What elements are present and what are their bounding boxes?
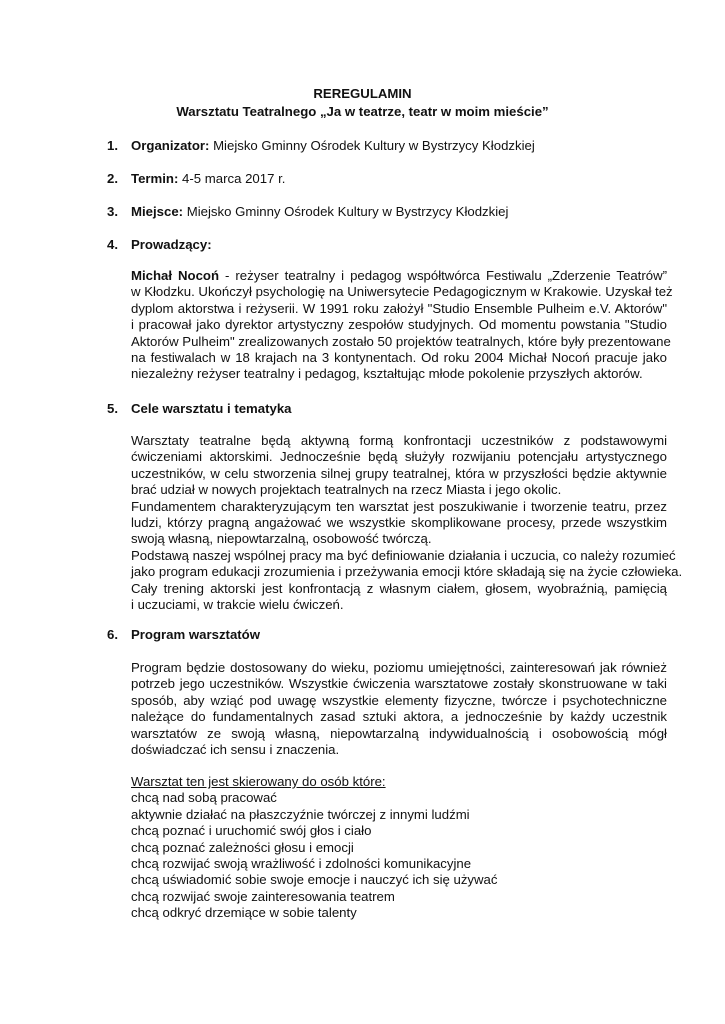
- paragraph-line: ludzi, którzy pragną angażować we wszystkie skomplikowane procesy, przede wszystkim: [131, 514, 667, 530]
- title-block: [0, 85, 725, 121]
- paragraph-line: uczestników, w celu stworzenia silnej grupy teatralnej, która w przyszłości będzie aktywnie: [131, 465, 667, 481]
- paragraph-line: sposób, aby wziąć pod uwagę wszystkie elementy fizyczne, twórcze i psychotechniczne: [131, 692, 667, 708]
- section-label: Program warsztatów: [131, 627, 260, 642]
- list-item: chcą rozwijać swoją wrażliwość i zdolności komunikacyjne: [131, 855, 472, 871]
- section-label: Organizator:: [131, 138, 210, 153]
- paragraph-line: ćwiczeniami aktorskimi. Jednocześnie będą służyły rozwijaniu potencjału artystycznego: [131, 449, 667, 465]
- section-heading: [131, 627, 260, 643]
- section-heading: [131, 237, 212, 253]
- prowadzacy-paragraph: [131, 268, 673, 383]
- list-item: chcą uświadomić sobie swoje emocje i nauczyć ich się używać: [131, 872, 498, 888]
- cele-paragraph: [131, 433, 683, 613]
- list-item: chcą poznać zależności głosu i emocji: [131, 839, 354, 855]
- section-label: Prowadzący:: [131, 237, 212, 252]
- section-number: 4.: [107, 237, 118, 252]
- paragraph-line: swoją własną, niepowtarzalną, osobowość twórczą.: [131, 531, 432, 547]
- program-paragraph: [131, 660, 667, 758]
- section-heading: [131, 401, 292, 417]
- paragraph-line: Podstawą naszej wspólnej pracy ma być definiowanie działania i uczucia, co należy rozumieć: [131, 547, 676, 563]
- paragraph-line: w Kłodzku. Ukończył psychologię na Uniwersytecie Pedagogicznym w Krakowie. Uzyskał też: [131, 284, 673, 300]
- section-number: 5.: [107, 401, 118, 416]
- list-item: chcą poznać i uruchomić swój głos i ciało: [131, 823, 372, 839]
- document-title: REREGULAMIN: [313, 86, 412, 101]
- list-item: chcą rozwijać swoje zainteresowania teatrem: [131, 888, 395, 904]
- section-number: 3.: [107, 204, 118, 219]
- paragraph-line: i pracował jako dyrektor artystyczny zespołów studyjnych. Od momentu powstania "Studio: [131, 317, 667, 333]
- section-number: 1.: [107, 138, 118, 153]
- paragraph-line: Warsztaty teatralne będą aktywną formą konfrontacji uczestników z podstawowymi: [131, 433, 667, 448]
- paragraph-line: niezależny reżyser teatralny i pedagog, kształtując młode pokolenie przyszłych aktorów.: [131, 366, 643, 382]
- section-value: 4-5 marca 2017 r.: [178, 171, 286, 186]
- paragraph-line: i uczuciami, w trakcie wielu ćwiczeń.: [131, 596, 344, 612]
- paragraph-line: Program będzie dostosowany do wieku, poziomu umiejętności, zainteresowań jak również: [131, 660, 667, 675]
- paragraph-line: potrzeb jego uczestników. Wszystkie ćwiczenia warsztatowe zostały skonstruowane w taki: [131, 676, 667, 692]
- section-number: 2.: [107, 171, 118, 186]
- paragraph-line: Fundamentem charakteryzującym ten warsztat jest poszukiwanie i tworzenie teatru, przez: [131, 498, 667, 514]
- list-item: chcą odkryć drzemiące w sobie talenty: [131, 905, 357, 921]
- section-value: Miejsko Gminny Ośrodek Kultury w Bystrzycy Kłodzkiej: [183, 204, 509, 219]
- paragraph-line: należące do fundamentalnych zasad sztuki aktora, a jednocześnie by każdy uczestnik: [131, 709, 667, 725]
- paragraph-line: brać udział w nowych projektach teatralnych na rzecz Miasta i jego okolic.: [131, 482, 562, 498]
- paragraph-line: jako program edukacji zrozumienia i przeżywania emocji które składają się na życie człowieka.: [131, 564, 683, 580]
- section-value: Miejsko Gminny Ośrodek Kultury w Bystrzycy Kłodzkiej: [209, 138, 535, 153]
- list-item: chcą nad sobą pracować: [131, 790, 277, 806]
- paragraph-line: dyplom aktorstwa i reżyserii. W 1991 roku założył "Studio Ensemble Pulheim e.V. Aktorów": [131, 300, 667, 316]
- section-number: 6.: [107, 627, 118, 642]
- section-label: Termin:: [131, 171, 179, 186]
- paragraph-line: warsztatów ze swoją własną, niepowtarzalną indywidualnością i osobowością mógł: [131, 725, 667, 741]
- section-heading: [131, 171, 285, 187]
- section-label: Cele warsztatu i tematyka: [131, 401, 292, 416]
- document-subtitle: Warsztatu Teatralnego „Ja w teatrze, teatr w moim mieście”: [176, 104, 549, 119]
- paragraph-line: na festiwalach w 18 krajach na 3 kontynentach. Od roku 2004 Michał Nocoń pracuje jako: [131, 349, 667, 365]
- paragraph-line: Aktorów Pulheim" zrealizowanych zostało 50 projektów teatralnych, które były prezentowane: [131, 333, 671, 349]
- section-heading: [131, 204, 508, 220]
- audience-list: [131, 774, 667, 922]
- list-item: aktywnie działać na płaszczyźnie twórczej z innymi ludźmi: [131, 806, 470, 822]
- section-heading: [131, 138, 535, 154]
- audience-heading: Warsztat ten jest skierowany do osób które:: [131, 774, 386, 789]
- paragraph-line: Cały trening aktorski jest konfrontacją z własnym ciałem, głosem, wyobraźnią, pamięcią: [131, 580, 667, 596]
- section-label: Miejsce:: [131, 204, 184, 219]
- paragraph-line: doświadczać ich sensu i znaczenia.: [131, 741, 340, 757]
- paragraph-line: Michał Nocoń - reżyser teatralny i pedagog współtwórca Festiwalu „Zderzenie Teatrów”: [131, 268, 667, 283]
- instructor-name: Michał Nocoń: [131, 268, 220, 283]
